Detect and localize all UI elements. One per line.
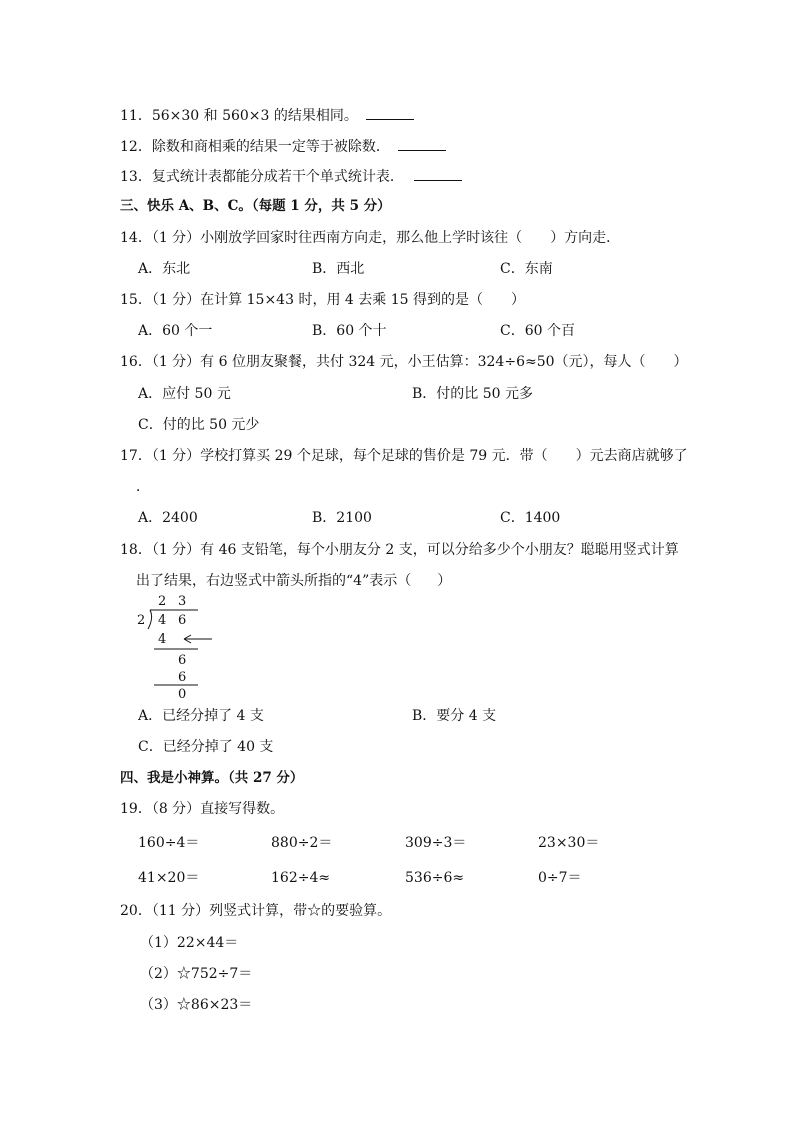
option-b[interactable]: B．60 个十 — [312, 323, 387, 339]
dividend-digit: 6 — [178, 613, 187, 628]
section-3-heading: 三、快乐 A、B、C。（每题 1 分，共 5 分） — [120, 198, 391, 214]
question-number: 14． — [120, 230, 152, 246]
option-c[interactable]: C．1400 — [500, 510, 561, 526]
division-bracket — [148, 610, 152, 629]
question-12 — [120, 136, 446, 156]
option-c[interactable]: C．60 个百 — [500, 323, 575, 339]
option-c[interactable]: C．东南 — [500, 261, 553, 277]
divisor-digit: 2 — [137, 613, 146, 628]
question-11 — [120, 105, 414, 125]
answer-blank[interactable] — [398, 136, 446, 151]
question-number: 18． — [120, 542, 152, 558]
question-number: 20． — [120, 903, 152, 919]
quotient-digit: 2 — [158, 594, 167, 609]
option-b[interactable]: B．西北 — [312, 261, 365, 277]
calc-item: 0÷7＝ — [538, 870, 582, 886]
option-a[interactable]: A．已经分掉了 4 支 — [138, 708, 264, 724]
question-stem: 出了结果，右边竖式中箭头所指的“4”表示（ — [136, 573, 412, 589]
quotient-digit: 3 — [178, 594, 187, 609]
question-number: 16． — [120, 354, 152, 370]
option-a[interactable]: A．应付 50 元 — [138, 386, 231, 402]
question-18 — [120, 541, 679, 559]
question-text: 除数和商相乘的结果一定等于被除数． — [151, 139, 390, 155]
calc-item: 536÷6≈ — [405, 870, 465, 886]
question-number: 12． — [120, 139, 152, 155]
question-stem-end: ） — [437, 573, 452, 589]
option-b[interactable]: B．付的比 50 元多 — [412, 386, 534, 402]
question-number: 13． — [120, 169, 152, 185]
question-14 — [120, 229, 620, 247]
product-digit-pointed: 4 — [158, 632, 167, 647]
question-stem-end: ）元去商店就够了 — [575, 448, 688, 464]
question-19 — [120, 800, 284, 818]
question-15 — [120, 291, 525, 309]
question-13 — [120, 166, 462, 186]
question-number: 19． — [120, 801, 152, 817]
long-division-figure — [134, 592, 224, 698]
question-number: 11． — [120, 108, 152, 124]
question-stem: （1 分）在计算 15×43 时，用 4 去乘 15 得到的是（ — [151, 292, 483, 308]
question-stem: （1 分）小刚放学回家时往西南方向走，那么他上学时该往（ — [151, 230, 523, 246]
calc-item: 162÷4≈ — [271, 870, 331, 886]
option-b[interactable]: B．要分 4 支 — [412, 708, 497, 724]
question-text: 复式统计表都能分成若干个单式统计表． — [151, 169, 404, 185]
answer-blank[interactable] — [366, 105, 414, 120]
question-stem: （1 分）有 46 支铅笔，每个小朋友分 2 支，可以分给多少个小朋友？聪聪用竖式计算 — [151, 542, 679, 558]
product-digit: 6 — [178, 670, 187, 685]
question-number: 17． — [120, 448, 152, 464]
calc-item: 880÷2＝ — [271, 835, 333, 851]
question-17 — [120, 447, 688, 465]
question-text: 56×30 和 560×3 的结果相同。 — [151, 108, 358, 124]
calc-item: 23×30＝ — [538, 835, 600, 851]
question-stem: （8 分）直接写得数。 — [151, 801, 285, 817]
question-stem: （1 分）有 6 位朋友聚餐，共付 324 元，小王估算：324÷6≈50（元），每人（ — [151, 354, 646, 370]
question-17-tail: ． — [136, 479, 150, 495]
question-18-line2 — [136, 572, 451, 590]
question-stem-end: ） — [510, 292, 525, 308]
answer-blank[interactable] — [414, 166, 462, 181]
option-c[interactable]: C．付的比 50 元少 — [138, 417, 260, 433]
question-16 — [120, 353, 688, 371]
question-stem: （1 分）学校打算买 29 个足球，每个足球的售价是 79 元．带（ — [151, 448, 548, 464]
question-20 — [120, 902, 391, 920]
question-stem-end: ） — [673, 354, 688, 370]
option-c[interactable]: C．已经分掉了 40 支 — [138, 739, 274, 755]
calc-item: 309÷3＝ — [405, 835, 467, 851]
dividend-digit: 4 — [158, 613, 167, 628]
question-stem: （11 分）列竖式计算，带☆的要验算。 — [151, 903, 392, 919]
calc-item: （2）☆752÷7＝ — [140, 966, 253, 982]
option-a[interactable]: A．东北 — [138, 261, 191, 277]
option-a[interactable]: A．60 个一 — [138, 323, 213, 339]
calc-item: （1）22×44＝ — [140, 935, 239, 951]
remainder-digit: 6 — [178, 653, 187, 668]
calc-item: 160÷4＝ — [138, 835, 200, 851]
final-remainder: 0 — [178, 687, 187, 698]
option-a[interactable]: A．2400 — [138, 510, 198, 526]
question-number: 15． — [120, 292, 152, 308]
calc-item: 41×20＝ — [138, 870, 200, 886]
question-stem-end: ）方向走． — [550, 230, 621, 246]
option-b[interactable]: B．2100 — [312, 510, 372, 526]
calc-item: （3）☆86×23＝ — [140, 997, 253, 1013]
section-4-heading: 四、我是小神算。（共 27 分） — [120, 770, 304, 786]
